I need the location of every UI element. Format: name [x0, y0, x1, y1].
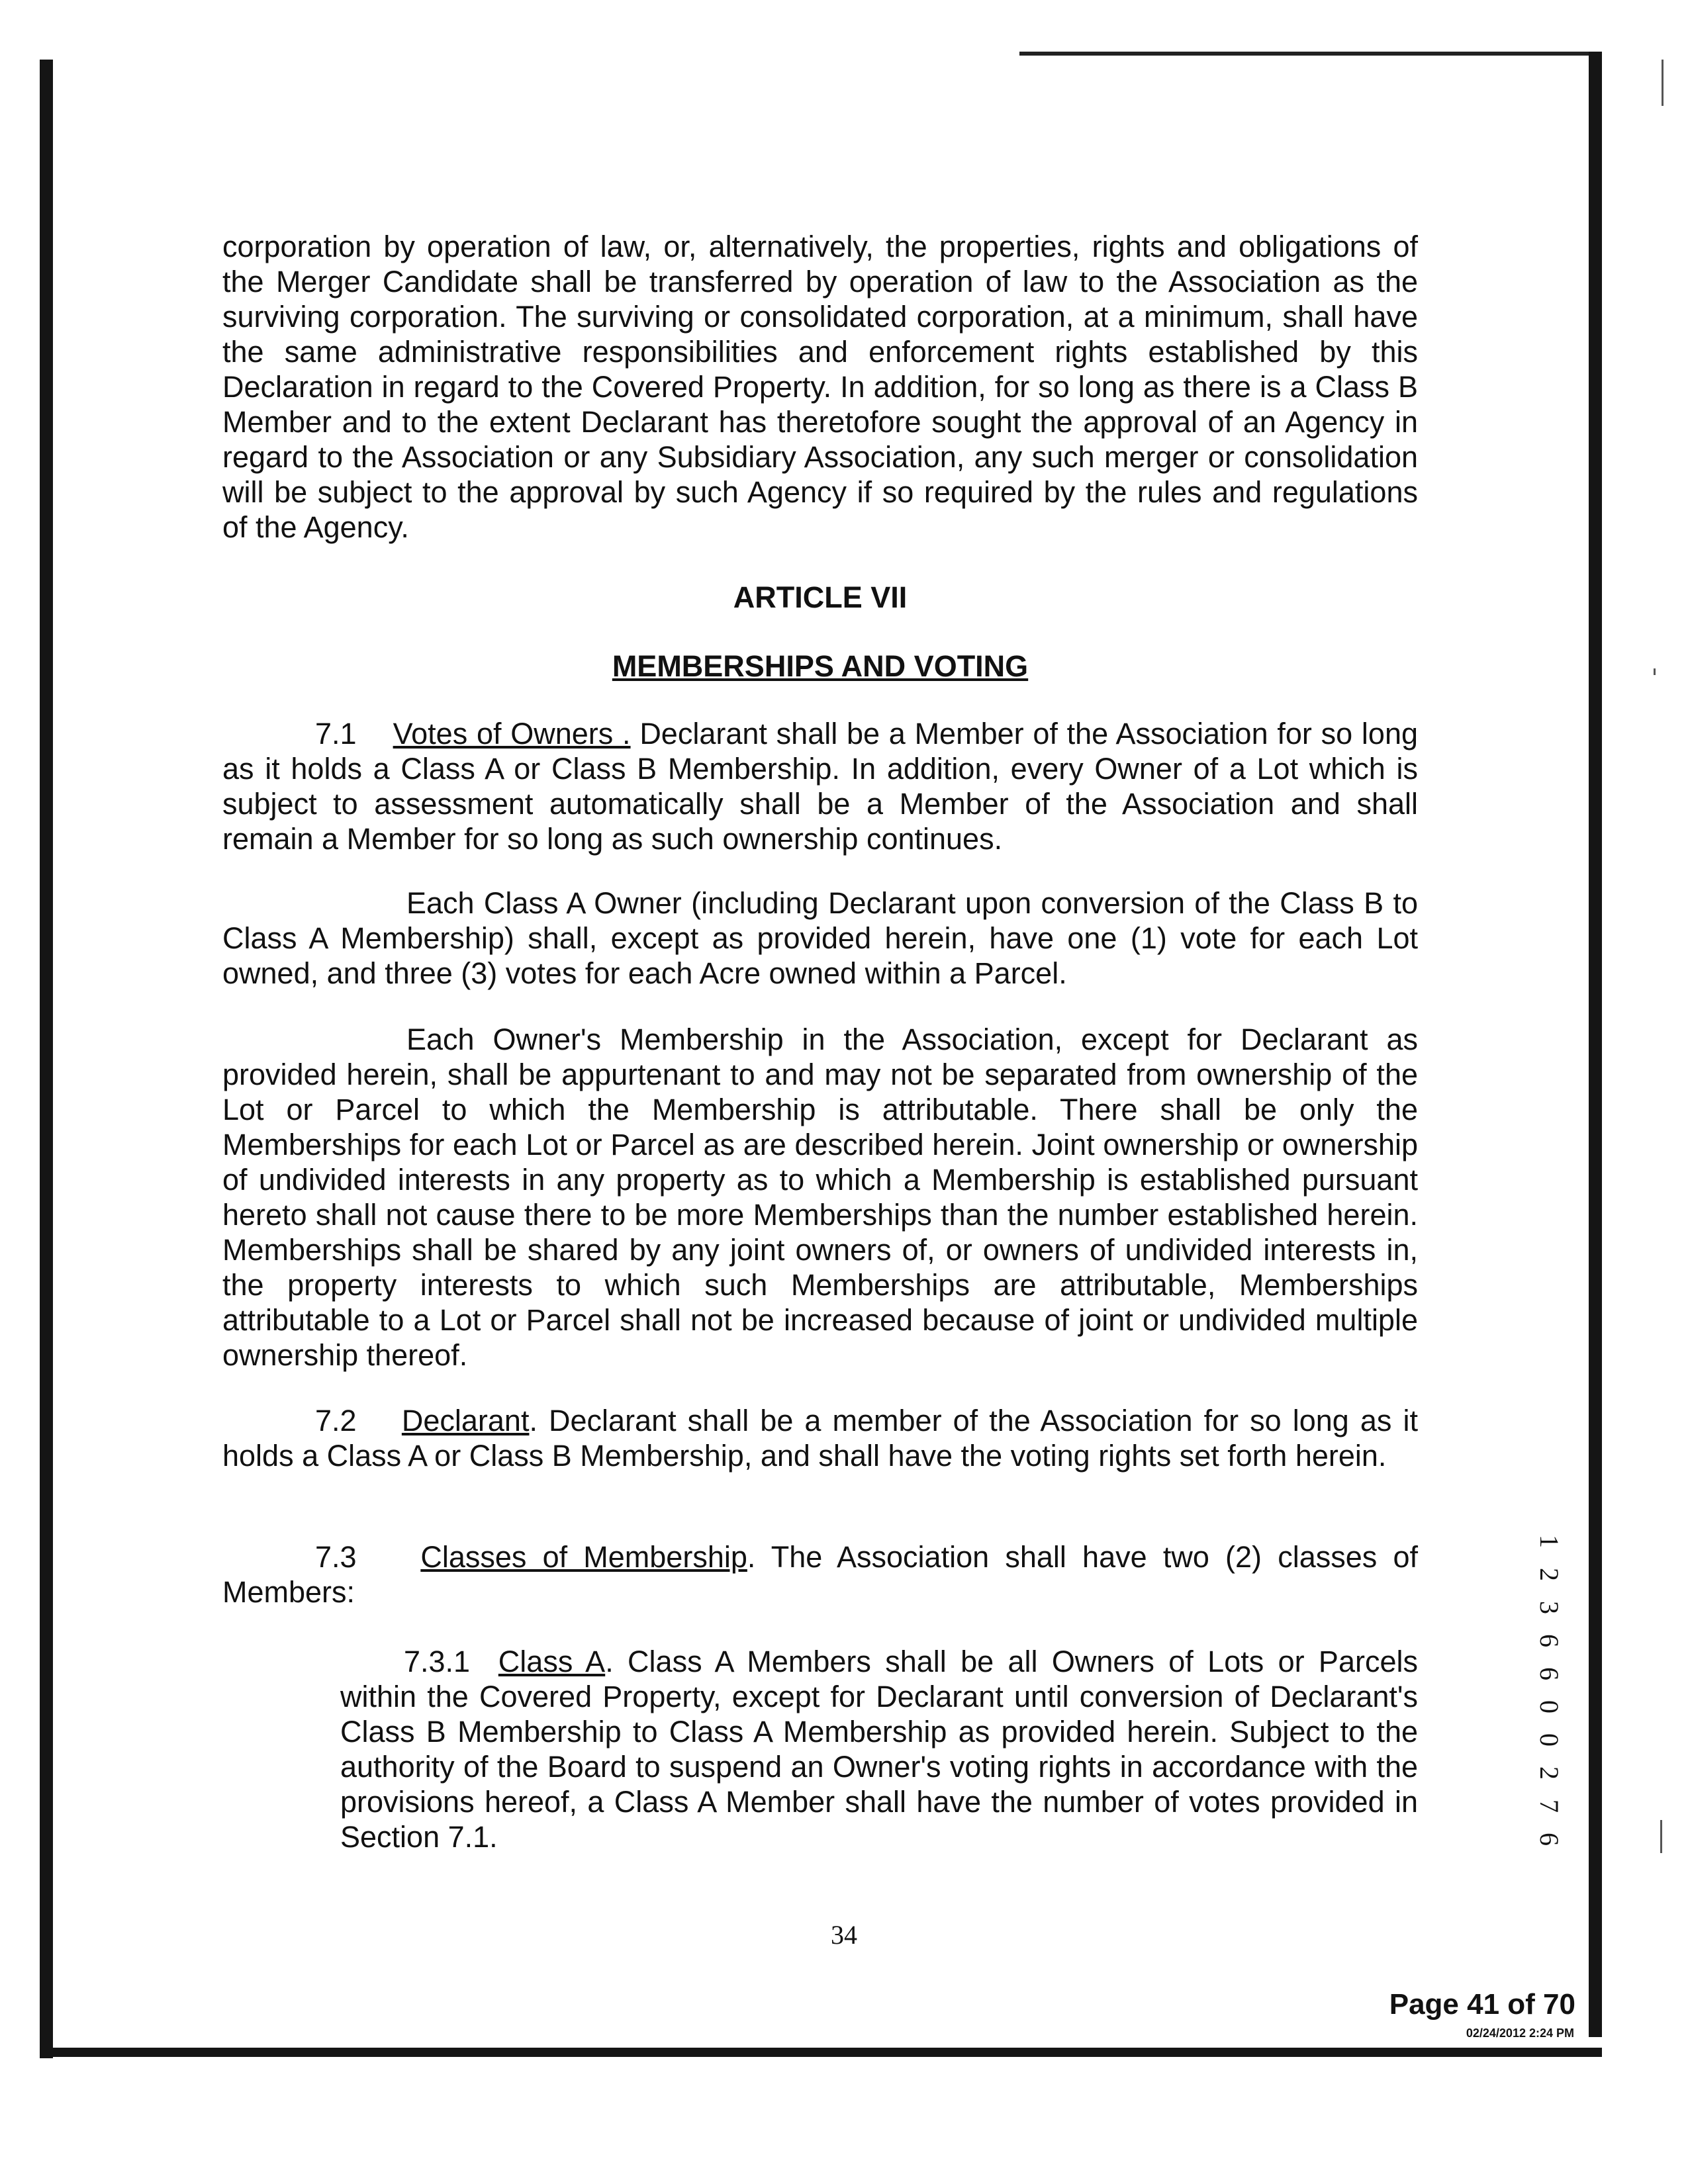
section-7-1 [222, 716, 1418, 856]
page-number: 34 [831, 1920, 857, 1950]
paragraph-class-a-owner: Each Class A Owner (including Declarant upon conversion of the Class B to Class A Membership) shall, except as provided herein, have one (1) vote for each Lot owned, and three (3) votes for each Acre owned within a Parcel. [222, 886, 1418, 990]
stamp-digit: 2 [1534, 1568, 1564, 1581]
page-border-bottom [40, 2048, 1602, 2057]
section-7-2 [222, 1403, 1418, 1473]
article-title: ARTICLE VII [733, 580, 908, 614]
stamp-digit: 1 [1534, 1535, 1564, 1548]
scan-mark [1660, 1820, 1662, 1853]
section-text: . Declarant shall be a member of the Association for so long as it holds a Class A or Class B Membership, and shall have the voting rights set forth herein. [222, 1404, 1418, 1473]
section-7-3 [222, 1539, 1418, 1610]
paragraph-owner-membership: Each Owner's Membership in the Association, except for Declarant as provided herein, shall be appurtenant to and may not be separated from ownership of the Lot or Parcel to which the Membership is attributable. There shall be only the Memberships for each Lot or Parcel as are described herein. Joint ownership or ownership of undivided interests in any property as to which a Membership is established pursuant hereto shall not cause there to be more Memberships than the number established herein. Memberships shall be shared by any joint owners of, or owners of undivided interests in, the property interests to which such Memberships are attributable, Memberships attributable to a Lot or Parcel shall not be increased because of joint or undivided multiple ownership thereof. [222, 1023, 1418, 1372]
section-7-3-1 [340, 1644, 1418, 1854]
stamp-digit: 3 [1534, 1601, 1564, 1614]
stamp-digit: 2 [1534, 1766, 1564, 1780]
section-text: . Class A Members shall be all Owners of Lots or Parcels within the Covered Property, except for Declarant until conversion of Declarant's Class B Membership to Class A Membership as provided herein. Subject to the authority of the Board to suspend an Owner's voting rights in accordance with the provisions hereof, a Class A Member shall have the number of votes provided in Section 7.1. [340, 1645, 1418, 1854]
margin-stamp [1536, 1525, 1562, 1856]
stamp-digit: 6 [1534, 1634, 1564, 1647]
page-border-left [40, 60, 53, 2058]
timestamp: 02/24/2012 2:24 PM [1466, 2026, 1574, 2040]
article-subtitle: MEMBERSHIPS AND VOTING [612, 649, 1029, 683]
page-counter: Page 41 of 70 [1389, 1988, 1575, 2021]
scan-mark [1662, 60, 1664, 106]
section-heading: Declarant [401, 1404, 530, 1437]
section-heading: Class A [498, 1645, 606, 1678]
stamp-digit: 0 [1534, 1733, 1564, 1747]
section-number: 7.3 [315, 1540, 357, 1574]
section-number: 7.2 [315, 1404, 357, 1437]
section-heading: Votes of Owners . [393, 717, 631, 751]
intro-paragraph: corporation by operation of law, or, alternatively, the properties, rights and obligations of the Merger Candidate shall be transferred by operation of law to the Association as the surviving corporation. The surviving or consolidated corporation, at a minimum, shall have the same administrative responsibilities and enforcement rights established by this Declaration in regard to the Covered Property. In addition, for so long as there is a Class B Member and to the extent Declarant has theretofore sought the approval of an Agency in regard to the Association or any Subsidiary Association, any such merger or consolidation will be subject to the approval by such Agency if so required by the rules and regulations of the Agency. [222, 230, 1418, 544]
page-border-top [1019, 52, 1602, 56]
scan-mark [1654, 668, 1656, 675]
stamp-digit: 7 [1534, 1799, 1564, 1813]
stamp-digit: 6 [1534, 1833, 1564, 1846]
page-border-right [1589, 52, 1602, 2037]
section-number: 7.1 [315, 717, 357, 751]
section-text: Declarant shall be a Member of the Association for so long as it holds a Class A or Class B Membership. In addition, every Owner of a Lot which is subject to assessment automatically shall be a Member of the Association and shall remain a Member for so long as such ownership continues. [222, 717, 1418, 856]
stamp-digit: 0 [1534, 1700, 1564, 1713]
section-number: 7.3.1 [404, 1645, 471, 1678]
section-text: . The Association shall have two (2) classes of Members: [222, 1540, 1418, 1609]
section-heading: Classes of Membership [420, 1540, 747, 1574]
stamp-digit: 6 [1534, 1667, 1564, 1680]
